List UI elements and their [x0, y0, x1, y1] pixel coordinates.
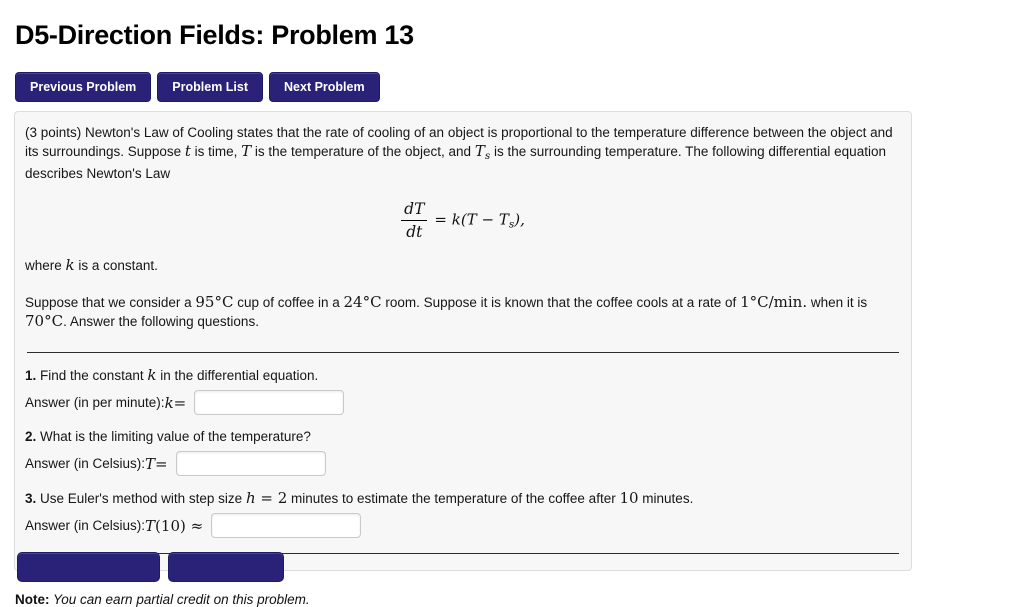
problem-panel — [14, 111, 912, 571]
question-2-answer-input[interactable] — [176, 451, 326, 476]
problem-nav — [15, 72, 1024, 102]
where-text-2: is a constant. — [74, 258, 158, 273]
math-70c: 70°C — [25, 312, 64, 330]
question-3 — [25, 489, 901, 538]
math-95c: 95°C — [195, 293, 234, 311]
question-1-text — [25, 366, 901, 385]
math-var-Ts: T — [474, 142, 485, 160]
question-1-text-a: Find the constant — [36, 368, 148, 383]
intro-text-3: is the temperature of the object, and — [251, 144, 475, 159]
question-2-answer-row — [25, 451, 901, 476]
question-3-math-h-value: = 2 — [255, 489, 288, 507]
equation-fraction — [401, 200, 427, 241]
question-2-text-a: What is the limiting value of the temperature? — [36, 429, 311, 444]
fraction-numerator: dT — [401, 200, 427, 221]
math-var-k: k — [65, 256, 75, 274]
equation-equals: = — [434, 210, 447, 229]
equation-rhs-close: ), — [514, 210, 525, 229]
question-3-text-b: minutes to estimate the temperature of the coffee after — [287, 491, 620, 506]
problem-intro-paragraph — [25, 124, 901, 183]
question-1-number: 1. — [25, 368, 37, 383]
question-1-answer-input[interactable] — [194, 390, 344, 415]
scenario-text-2: cup of coffee in a — [233, 295, 344, 310]
page-title: D5-Direction Fields: Problem 13 — [15, 20, 414, 50]
question-2-text — [25, 428, 901, 446]
question-2-answer-label: Answer (in Celsius): — [25, 455, 146, 471]
question-1-answer-relation: = — [173, 393, 187, 412]
math-var-t: t — [184, 142, 191, 160]
scenario-text-4: when it is — [807, 295, 868, 310]
equation-rhs: k(T − T — [447, 210, 509, 229]
question-3-text-a: Use Euler's method with step size — [36, 491, 246, 506]
math-var-T: T — [241, 142, 252, 160]
intro-text-2: is time, — [190, 144, 242, 159]
question-3-math-10: 10 — [619, 489, 639, 507]
intro-text-1: (3 points) Newton's Law of Cooling states that the rate of cooling of an object is proportional to the temperature difference between the object and its surroundings. Suppose — [25, 125, 893, 159]
question-3-math-h: h — [245, 489, 256, 507]
question-1-answer-label: Answer (in per minute): — [25, 394, 165, 410]
question-3-answer-input[interactable] — [211, 513, 361, 538]
question-2-answer-var: T — [145, 454, 156, 473]
answer-actions-row — [17, 552, 284, 582]
scenario-text-1: Suppose that we consider a — [25, 295, 196, 310]
math-var-Ts-subscript: s — [484, 150, 491, 162]
note-label: Note: — [15, 592, 50, 607]
note-text: You can earn partial credit on this problem. — [49, 592, 310, 607]
question-2-number: 2. — [25, 429, 37, 444]
question-1-math-k: k — [147, 366, 157, 384]
scenario-text-3: room. Suppose it is known that the coffee cools at a rate of — [381, 295, 741, 310]
question-3-text — [25, 489, 901, 508]
equation-rhs-subscript: s — [508, 218, 515, 231]
question-3-number: 3. — [25, 491, 37, 506]
fraction-denominator: dt — [406, 223, 423, 241]
question-3-answer-var: T — [145, 516, 156, 535]
footer-button-1[interactable] — [17, 552, 160, 582]
coffee-scenario-paragraph — [25, 293, 901, 331]
question-1 — [25, 366, 901, 415]
partial-credit-note — [15, 592, 1024, 607]
question-3-answer-relation: (10) ≈ — [155, 516, 204, 535]
question-1-text-b: in the differential equation. — [156, 368, 319, 383]
question-2 — [25, 428, 901, 476]
problem-list-button[interactable]: Problem List — [157, 72, 263, 102]
differential-equation — [25, 200, 901, 241]
where-k-paragraph — [25, 256, 901, 275]
intro-text-4: is the surrounding temperature. The following differential equation describes Newton's Law — [25, 144, 886, 181]
math-24c: 24°C — [343, 293, 382, 311]
previous-problem-button[interactable]: Previous Problem — [15, 72, 151, 102]
next-problem-button[interactable]: Next Problem — [269, 72, 380, 102]
footer-button-2[interactable] — [168, 552, 284, 582]
question-2-answer-relation: = — [155, 454, 168, 473]
question-3-answer-label: Answer (in Celsius): — [25, 517, 146, 533]
question-section-divider — [27, 352, 899, 353]
math-1c-per-min: 1°C/min. — [740, 293, 808, 311]
question-1-answer-row — [25, 390, 901, 415]
question-1-answer-var: k — [164, 393, 174, 412]
where-text-1: where — [25, 258, 66, 273]
scenario-text-5: . Answer the following questions. — [63, 314, 259, 329]
question-3-text-c: minutes. — [638, 491, 694, 506]
question-3-answer-row — [25, 513, 901, 538]
